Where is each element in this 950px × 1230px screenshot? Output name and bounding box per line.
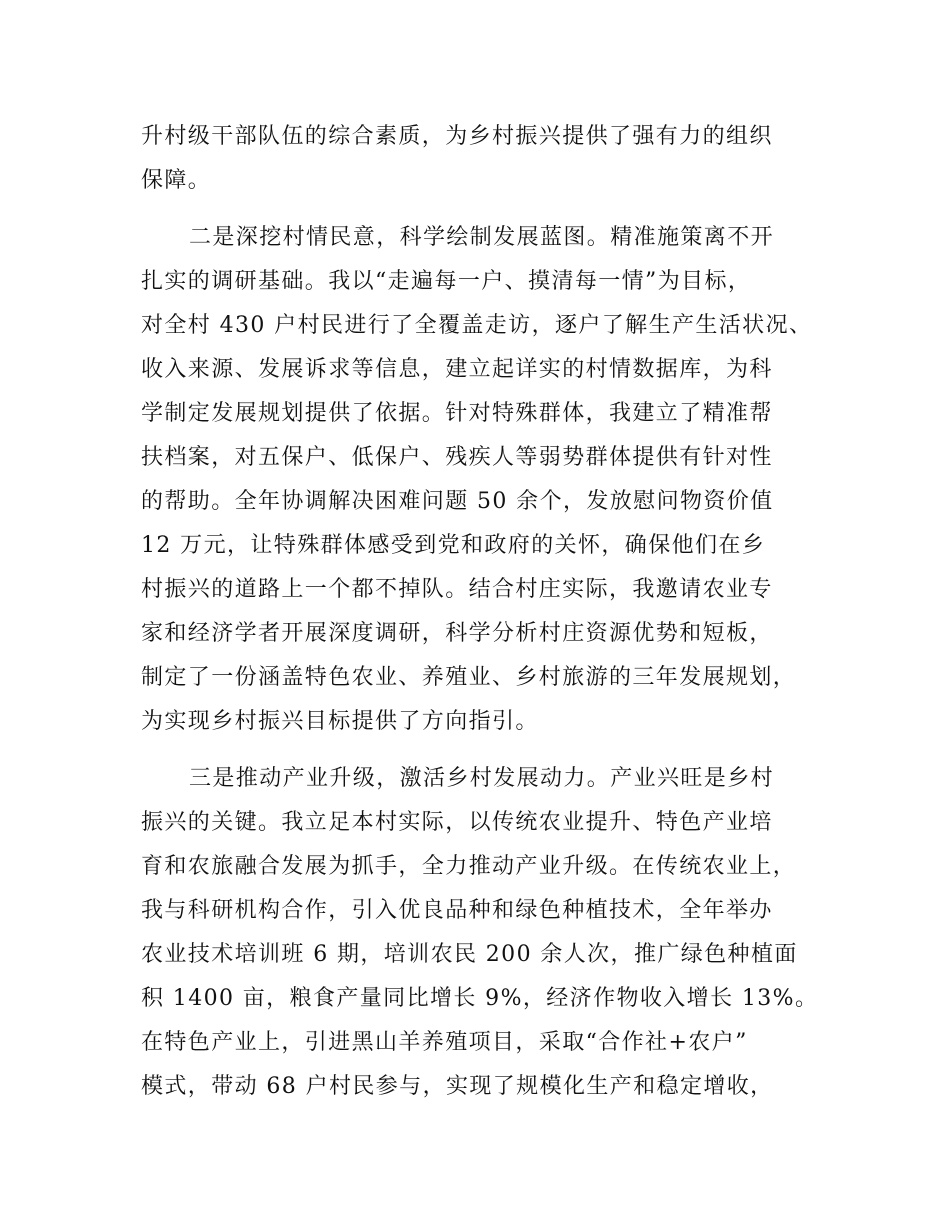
text-line: 模式，带动 68 户村民参与，实现了规模化生产和稳定增收， <box>141 1074 774 1099</box>
text-line: 在特色产业上，引进黑山羊养殖项目，采取“合作社+农户” <box>141 1030 748 1055</box>
text-line: 12 万元，让特殊群体感受到党和政府的关怀，确保他们在乡 <box>141 533 766 558</box>
text-line: 为实现乡村振兴目标提供了方向指引。 <box>141 709 539 734</box>
text-line: 扶档案，对五保户、低保户、残疾人等弱势群体提供有针对性 <box>141 445 773 470</box>
text-line: 村振兴的道路上一个都不掉队。结合村庄实际，我邀请农业专 <box>141 577 773 602</box>
text-line: 的帮助。全年协调解决困难问题 50 余个，发放慰问物资价值 <box>141 489 774 514</box>
text-line: 制定了一份涵盖特色农业、养殖业、乡村旅游的三年发展规划， <box>141 665 797 690</box>
text-line: 家和经济学者开展深度调研，科学分析村庄资源优势和短板， <box>141 621 773 646</box>
paragraph-start-line: 二是深挖村情民意，科学绘制发展蓝图。精准施策离不开 <box>189 225 775 250</box>
text-line: 农业技术培训班 6 期，培训农民 200 余人次，推广绿色种植面 <box>141 942 798 967</box>
text-line: 育和农旅融合发展为抓手，全力推动产业升级。在传统农业上， <box>141 854 797 879</box>
text-line: 对全村 430 户村民进行了全覆盖走访，逐户了解生产生活状况、 <box>141 313 813 338</box>
text-line: 保障。 <box>141 168 212 193</box>
paragraph-start-line: 三是推动产业升级，激活乡村发展动力。产业兴旺是乡村 <box>189 766 775 791</box>
text-line: 我与科研机构合作，引入优良品种和绿色种植技术，全年举办 <box>141 898 773 923</box>
text-line: 积 1400 亩，粮食产量同比增长 9%，经济作物收入增长 13%。 <box>141 986 819 1011</box>
text-line: 振兴的关键。我立足本村实际，以传统农业提升、特色产业培 <box>141 810 773 835</box>
text-line: 收入来源、发展诉求等信息，建立起详实的村情数据库，为科 <box>141 357 773 382</box>
text-line: 扎实的调研基础。我以“走遍每一户、摸清每一情”为目标， <box>141 269 752 294</box>
text-line: 学制定发展规划提供了依据。针对特殊群体，我建立了精准帮 <box>141 401 773 426</box>
text-line: 升村级干部队伍的综合素质，为乡村振兴提供了强有力的组织 <box>141 124 773 149</box>
